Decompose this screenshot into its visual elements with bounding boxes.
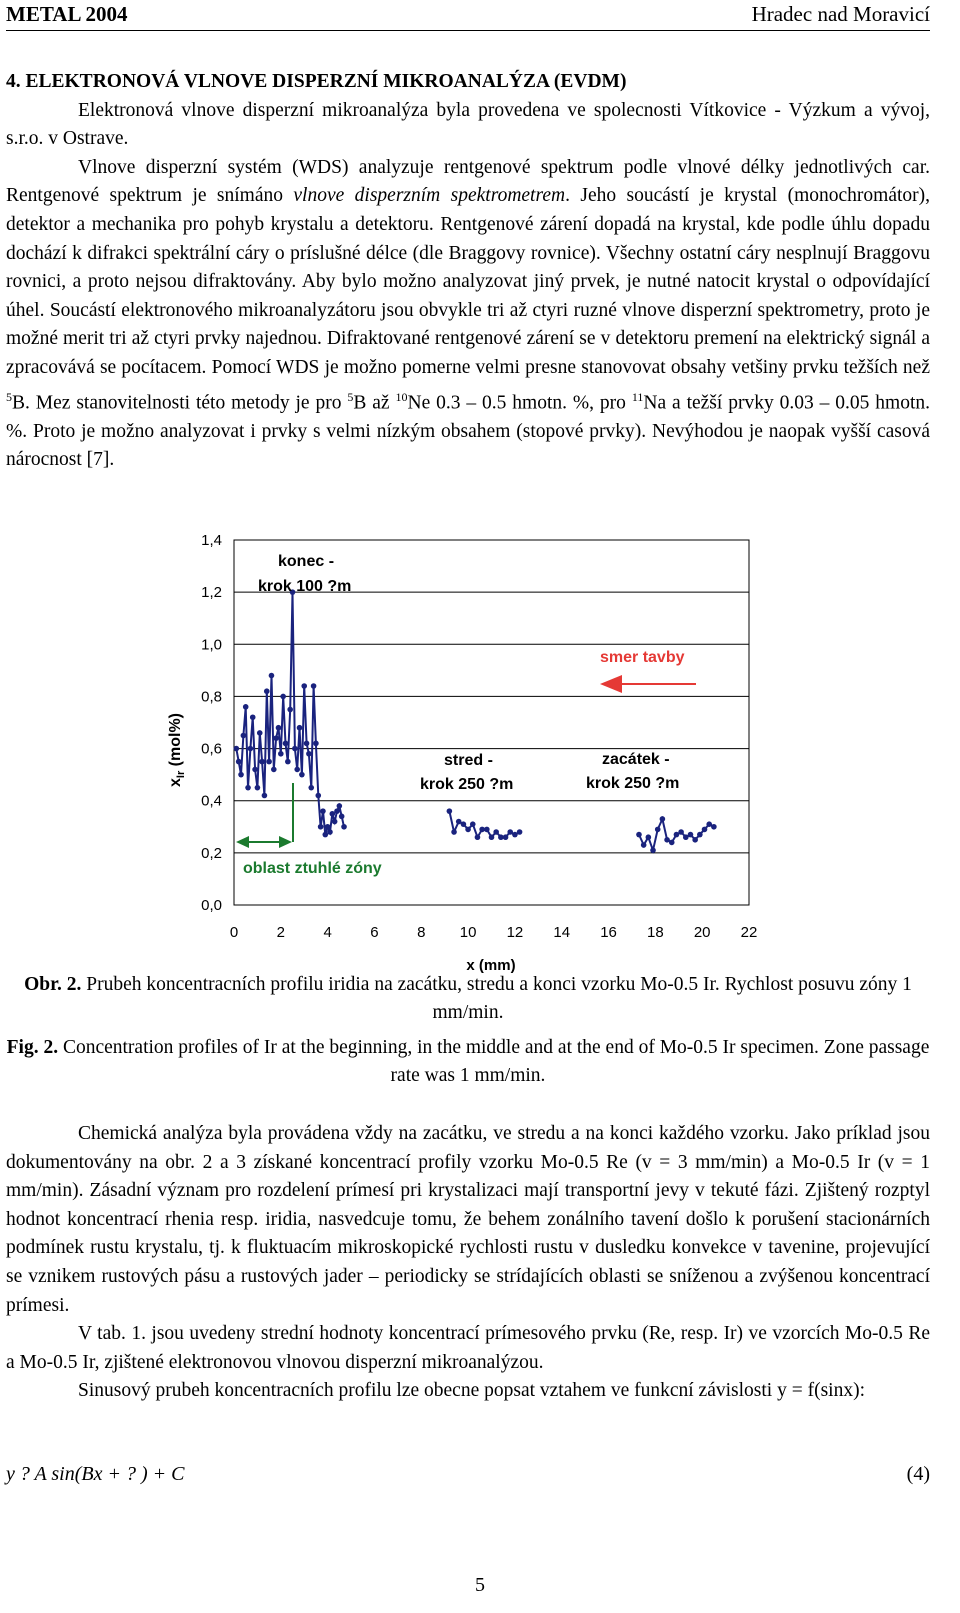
paragraph-1: Elektronová vlnove disperzní mikroanalýza byla provedena ve spolecnosti Vítkovice - Výzkum a vývoj, s.r.o. v Ostrave. bbox=[6, 99, 930, 150]
data-point-konec bbox=[245, 785, 251, 791]
data-point-konec bbox=[266, 759, 272, 765]
y-tick-label: 0,0 bbox=[201, 897, 222, 914]
data-point-zacatek bbox=[697, 832, 703, 838]
data-point-stred bbox=[447, 808, 453, 814]
data-point-konec bbox=[308, 785, 314, 791]
data-point-konec bbox=[285, 759, 291, 765]
section-continuation bbox=[6, 1120, 930, 1406]
equation-4 bbox=[6, 1463, 930, 1486]
paragraph-2: Vlnove disperzní systém (WDS) analyzuje rentgenové spektrum podle vlnové délky jednotlivých car. Rentgenové spektrum je snímáno vlnove disperzním spektrometrem. Jeho soucástí je krystal (monochromátor), detektor a mechanika pro pohyb krystalu a detektoru. Rentgenové zárení dopadá na krystal, kde podle úhlu dopadu dochází k difrakci spektrální cáry o príslušné délce (dle Braggovy rovnice). Všechny ostatní cáry nesplnují Braggovu rovnici, a proto nejsou difraktovány. Aby bylo možno analyzovat jiný prvek, je nutné natocit krystal o odpovídající úhel. Soucástí elektronového mikroanalyzátoru jsou obvykle tri až ctyri ruzné vlnove disperzní spektrometry, proto je možné merit tri až ctyri prvky najednou. Difraktované rentgenové zárení se v detektoru premení na elektrický signál a zpracovává se pocítacem. Pomocí WDS je možno pomerne velmi presne stanovovat obsahy vetšiny prvku težších než $^5$B. Mez stanovitelnosti této metody je pro $^5$B až $^{10}$Ne 0.3 – 0.5 hmotn. %, pro $^{11}$Na a težší prvky 0.03 – 0.05 hmotn. %. Proto je možno analyzovat i prvky s velmi nízkým obsahem (stopové prvky). Nevýhodou je naopak vyšší casová nárocnost [7]. bbox=[6, 156, 931, 471]
smer-annotation: smer tavby bbox=[600, 649, 685, 666]
italic-term: vlnove disperzním spektrometrem bbox=[293, 185, 566, 207]
y-tick-label: 0,4 bbox=[201, 792, 222, 810]
data-point-konec bbox=[304, 741, 310, 747]
data-point-zacatek bbox=[660, 816, 666, 822]
data-point-konec bbox=[311, 683, 317, 689]
zacatek-annotation-2: krok 250 ?m bbox=[586, 775, 680, 792]
data-point-konec bbox=[238, 772, 244, 778]
data-point-konec bbox=[337, 803, 343, 809]
data-point-zacatek bbox=[692, 837, 698, 843]
data-point-konec bbox=[327, 829, 333, 835]
konec-annotation-1: konec - bbox=[278, 553, 335, 570]
x-axis-label: x (mm) bbox=[466, 957, 516, 974]
data-point-konec bbox=[259, 759, 265, 765]
data-point-zacatek bbox=[646, 834, 652, 840]
header-rule bbox=[6, 30, 930, 31]
data-point-konec bbox=[273, 735, 279, 741]
data-point-konec bbox=[234, 746, 240, 752]
data-point-konec bbox=[278, 751, 284, 757]
data-point-zacatek bbox=[669, 840, 675, 846]
data-point-konec bbox=[315, 793, 321, 799]
x-tick-label: 12 bbox=[506, 924, 524, 941]
equation-formula: y ? A sin(Bx + ? ) + C bbox=[6, 1463, 185, 1485]
data-point-konec bbox=[257, 730, 263, 736]
y-axis-label: $x_{Ir}$ (mol%) bbox=[167, 712, 187, 788]
y-tick-label: 0,2 bbox=[201, 844, 222, 862]
data-point-stred bbox=[484, 827, 490, 833]
y-tick-label: 0,6 bbox=[201, 740, 222, 758]
data-point-konec bbox=[269, 673, 275, 679]
paragraph-4: V tab. 1. jsou uvedeny strední hodnoty koncentrací prímesového prvku (Re, resp. Ir) ve vzorcích Mo-0.5 Re a Mo-0.5 Ir, zjištené elektronovou vlnovou disperzní mikroanalýzou. bbox=[6, 1323, 930, 1373]
data-point-zacatek bbox=[678, 829, 684, 835]
zona-annotation: oblast ztuhlé zóny bbox=[243, 860, 382, 877]
data-point-konec bbox=[306, 751, 312, 757]
data-point-zacatek bbox=[711, 824, 717, 830]
x-tick-label: 2 bbox=[276, 924, 285, 941]
data-point-zacatek bbox=[636, 832, 642, 838]
section-4 bbox=[6, 68, 930, 475]
data-point-konec bbox=[252, 767, 258, 773]
data-point-konec bbox=[299, 772, 305, 778]
x-tick-label: 18 bbox=[647, 924, 664, 941]
data-point-konec bbox=[301, 683, 307, 689]
data-point-stred bbox=[503, 834, 509, 840]
data-point-zacatek bbox=[641, 842, 647, 848]
stred-annotation-2: krok 250 ?m bbox=[420, 776, 514, 793]
stred-annotation-1: stred - bbox=[444, 752, 493, 769]
x-tick-labels bbox=[230, 924, 758, 941]
header-right: Hradec nad Moravicí bbox=[751, 2, 930, 26]
data-point-konec bbox=[276, 725, 282, 731]
data-point-stred bbox=[489, 834, 495, 840]
data-point-konec bbox=[334, 808, 340, 814]
equation-number: (4) bbox=[906, 1463, 930, 1485]
data-point-stred bbox=[451, 829, 457, 835]
data-point-konec bbox=[264, 688, 270, 694]
data-point-konec bbox=[332, 819, 338, 825]
y-tick-label: 0,8 bbox=[201, 688, 222, 706]
x-tick-label: 16 bbox=[600, 924, 617, 941]
concentration-chart bbox=[150, 525, 790, 975]
data-point-zacatek bbox=[655, 827, 661, 833]
x-tick-label: 14 bbox=[553, 924, 571, 941]
data-point-konec bbox=[313, 741, 319, 747]
page-header bbox=[6, 0, 930, 28]
x-tick-label: 22 bbox=[740, 924, 758, 941]
data-point-konec bbox=[339, 814, 345, 820]
data-point-konec bbox=[292, 746, 298, 752]
data-point-stred bbox=[461, 821, 467, 827]
data-point-konec bbox=[271, 767, 277, 773]
section-heading: 4. ELEKTRONOVÁ VLNOVE DISPERZNÍ MIKROANALÝZA (EVDM) bbox=[6, 71, 627, 92]
paragraph-5: Sinusový prubeh koncentracních profilu lze obecne popsat vztahem ve funkcní závislosti y = f(sinx): bbox=[78, 1380, 865, 1402]
y-tick-label: 1,4 bbox=[201, 532, 222, 549]
y-tick-label: 1,0 bbox=[201, 636, 222, 654]
data-point-konec bbox=[297, 725, 303, 731]
data-point-konec bbox=[320, 808, 326, 814]
x-tick-label: 6 bbox=[370, 924, 379, 941]
data-point-stred bbox=[470, 821, 476, 827]
x-tick-label: 4 bbox=[323, 924, 332, 941]
data-point-konec bbox=[287, 707, 293, 713]
y-tick-label: 1,2 bbox=[201, 584, 222, 602]
x-tick-label: 0 bbox=[229, 924, 239, 941]
header-left: METAL 2004 bbox=[6, 2, 128, 26]
data-point-stred bbox=[493, 829, 499, 835]
data-point-stred bbox=[475, 834, 481, 840]
data-point-konec bbox=[283, 741, 289, 747]
data-point-konec bbox=[255, 785, 261, 791]
paragraph-3: Chemická analýza byla provádena vždy na zacátku, ve stredu a na konci každého vzorku. Jako príklad jsou dokumentovány na obr. 2 a 3 získané koncentrací profily vzorku Mo-0.5 Re (v = 3 mm/min) a Mo-0.5 Ir (v = 1 mm/min). Zásadní význam pro rozdelení prímesí pri krystalizaci mají transportní jevy v tekuté fázi. Zjištený rozptyl hodnot koncentrací rhenia resp. iridia, nasvedcuje tomu, že behem zonálního tavení došlo k porušení stacionárních podmínek rustu krystalu, tj. k fluktuacím mikroskopické rychlosti rustu v dusledku konvekce v tavenine, projevující se vznikem rustových pásu a rustových jader – periodicky se strídajících oblasti se sníženou a zvýšenou koncentrací prímesi. bbox=[6, 1123, 930, 1316]
data-point-zacatek bbox=[688, 832, 694, 838]
data-point-konec bbox=[294, 767, 300, 773]
data-point-konec bbox=[250, 714, 256, 720]
x-tick-label: 8 bbox=[417, 924, 426, 941]
data-point-zacatek bbox=[702, 827, 708, 833]
data-point-zacatek bbox=[650, 847, 656, 853]
data-point-konec bbox=[318, 824, 324, 830]
zacatek-annotation-1: zacátek - bbox=[602, 751, 670, 768]
data-point-konec bbox=[262, 793, 268, 799]
data-point-konec bbox=[280, 694, 286, 700]
x-tick-label: 20 bbox=[693, 924, 711, 941]
data-point-stred bbox=[465, 827, 471, 833]
konec-annotation-2: krok 100 ?m bbox=[258, 578, 352, 595]
data-point-konec bbox=[236, 759, 242, 765]
data-point-konec bbox=[243, 704, 249, 710]
page-number: 5 bbox=[475, 1574, 485, 1596]
data-point-stred bbox=[517, 829, 523, 835]
caption-fig: Fig. 2. Concentration profiles of Ir at the beginning, in the middle and at the end of Mo-0.5 Ir specimen. Zone passage rate was 1 mm/min. bbox=[6, 1037, 930, 1086]
data-point-konec bbox=[325, 824, 331, 830]
data-point-konec bbox=[248, 746, 254, 752]
data-point-konec bbox=[341, 824, 347, 830]
caption-obr: Obr. 2. Prubeh koncentracních profilu iridia na zacátku, stredu a konci vzorku Mo-0.5 Ir. Rychlost posuvu zóny 1 mm/min. bbox=[24, 974, 912, 1023]
y-tick-labels bbox=[201, 532, 222, 914]
x-tick-label: 10 bbox=[459, 924, 477, 941]
data-point-konec bbox=[241, 733, 247, 739]
